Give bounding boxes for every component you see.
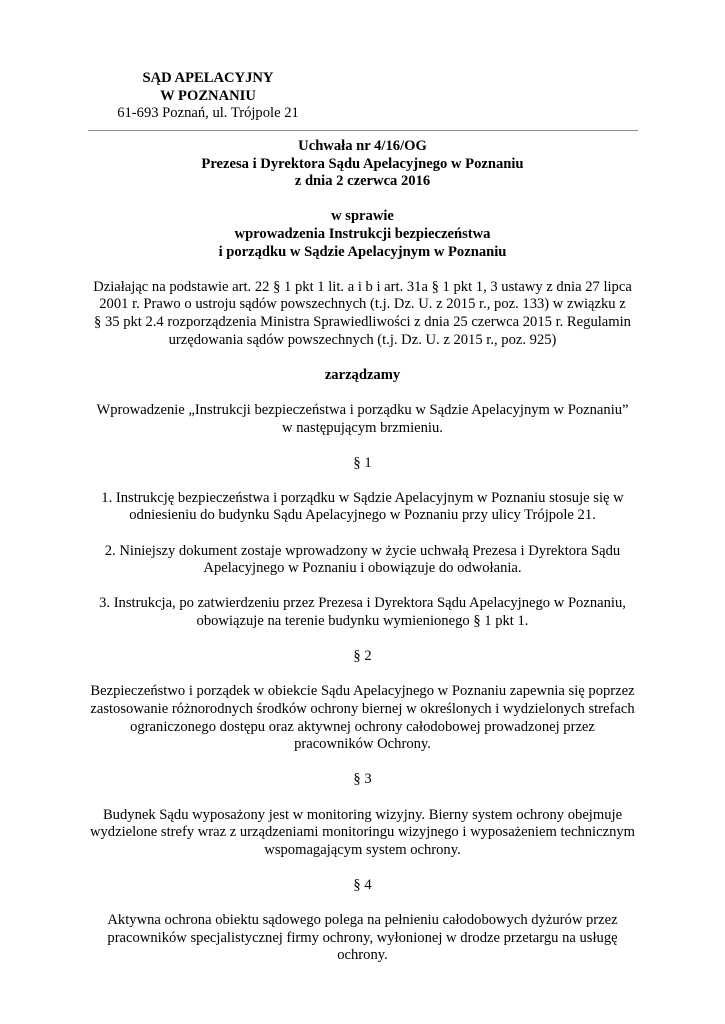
paragraph-line: odniesieniu do budynku Sądu Apelacyjnego w Poznaniu przy ulicy Trójpole 21. (129, 507, 596, 524)
paragraph-line: 3. Instrukcja, po zatwierdzeniu przez Prezesa i Dyrektora Sądu Apelacyjnego w Poznaniu, (99, 595, 626, 612)
section-mark-3: § 3 (353, 771, 372, 788)
section-mark-1: § 1 (353, 454, 372, 471)
section-1-paragraph-1 (80, 490, 645, 525)
paragraph-line: zastosowanie różnorodnych środków ochrony biernej w określonych i wydzielonych strefach (90, 701, 635, 717)
section-1-paragraph-2 (80, 543, 645, 578)
section-mark-4: § 4 (353, 876, 372, 893)
paragraph-line: 1. Instrukcję bezpieczeństwa i porządku w Sądzie Apelacyjnym w Poznaniu stosuje się w (101, 489, 624, 506)
court-header (108, 70, 308, 123)
legal-basis-line: urzędowania sądów powszechnych (t.j. Dz. U. z 2015 r., poz. 925) (168, 331, 557, 348)
section-4-paragraph-1 (80, 912, 645, 965)
court-name-line1: SĄD APELACYJNY (142, 70, 274, 86)
document-body (80, 138, 645, 965)
paragraph-line: Budynek Sądu wyposażony jest w monitoring wizyjny. Bierny system ochrony obejmuje (102, 806, 623, 823)
paragraph-line: ograniczonego dostępu oraz aktywnej ochrony całodobowej prowadzonej przez (130, 718, 595, 735)
legal-basis-line: § 35 pkt 2.4 rozporządzenia Ministra Sprawiedliwości z dnia 25 czerwca 2015 r. Regulamin (94, 313, 631, 330)
paragraph-line: 2. Niniejszy dokument zostaje wprowadzony w życie uchwałą Prezesa i Dyrektora Sądu (104, 542, 621, 559)
court-address: 61-693 Poznań, ul. Trójpole 21 (117, 105, 299, 122)
subject-line2: wprowadzenia Instrukcji bezpieczeństwa (234, 225, 491, 242)
resolution-subject (80, 208, 645, 261)
introduction (80, 402, 645, 437)
section-2-paragraph-1 (80, 683, 645, 753)
paragraph-line: pracowników specjalistycznej firmy ochrony, wyłonionej w drodze przetargu na usługę (107, 929, 618, 946)
paragraph-line: ochrony. (337, 947, 388, 964)
section-1-paragraph-3 (80, 595, 645, 630)
legal-basis-line: Działając na podstawie art. 22 § 1 pkt 1 lit. a i b i art. 31a § 1 pkt 1, 3 ustawy z dnia 27 lipca (93, 278, 632, 295)
subject-line3: i porządku w Sądzie Apelacyjnym w Poznaniu (218, 243, 507, 260)
court-name-line2: W POZNANIU (160, 87, 256, 104)
paragraph-line: obowiązuje na terenie budynku wymienionego § 1 pkt 1. (196, 613, 529, 630)
legal-basis (80, 279, 645, 349)
title-line2: Prezesa i Dyrektora Sądu Apelacyjnego w Poznaniu (201, 155, 524, 172)
paragraph-line: wspomagającym system ochrony. (264, 841, 461, 858)
paragraph-line: wydzielone strefy wraz z urządzeniami monitoringu wizyjnego i wyposażeniem technicznym (89, 824, 636, 841)
paragraph-line: Apelacyjnego w Poznaniu i obowiązuje do odwołania. (203, 560, 522, 577)
introduction-line: Wprowadzenie „Instrukcji bezpieczeństwa i porządku w Sądzie Apelacyjnym w Poznaniu” (96, 401, 629, 418)
paragraph-line: Aktywna ochrona obiektu sądowego polega na pełnieniu całodobowych dyżurów przez (107, 912, 618, 929)
title-line1: Uchwała nr 4/16/OG (298, 138, 427, 154)
section-mark-2: § 2 (353, 648, 372, 665)
header-divider (88, 130, 638, 131)
section-3-paragraph-1 (80, 807, 645, 860)
decree-word: zarządzamy (324, 366, 401, 383)
resolution-title (80, 138, 645, 191)
subject-line1: w sprawie (331, 208, 394, 225)
paragraph-line: pracowników Ochrony. (294, 736, 431, 753)
title-line3: z dnia 2 czerwca 2016 (294, 173, 431, 190)
introduction-line: w następującym brzmieniu. (282, 419, 443, 436)
paragraph-line: Bezpieczeństwo i porządek w obiekcie Sądu Apelacyjnego w Poznaniu zapewnia się poprzez (90, 683, 635, 700)
legal-basis-line: 2001 r. Prawo o ustroju sądów powszechnych (t.j. Dz. U. z 2015 r., poz. 133) w związku z (99, 296, 626, 313)
